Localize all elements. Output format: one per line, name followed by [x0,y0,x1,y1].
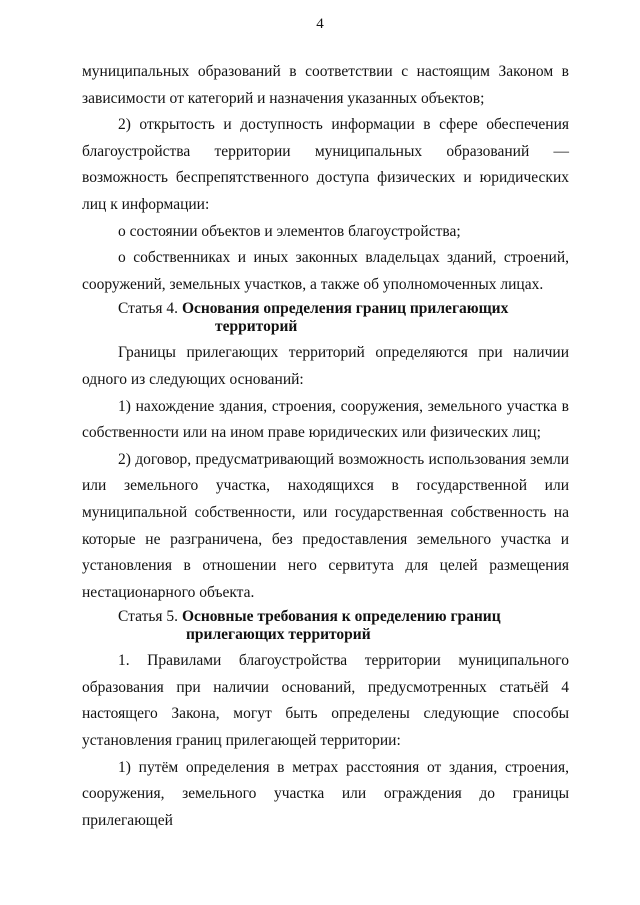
paragraph-item-2: 2) открытость и доступность информации в сфере обеспечения благоустройства территории муниципальных образований — возможность беспрепятственного доступа физических и юридических лиц к информации: [82,116,569,213]
article-4-title-line2: территорий [215,318,298,336]
document-body [82,59,569,834]
article-5-number: Статья 5. [118,608,182,626]
article-5-title-line2: прилегающих территорий [186,626,371,644]
paragraph-owners: о собственниках и иных законных владельцах зданий, строений, сооружений, земельных участков, а также об уполномоченных лицах. [82,249,569,293]
article-5-paragraph-1: 1. Правилами благоустройства территории муниципального образования при наличии оснований, предусмотренных статьёй 4 настоящего Закона, могут быть определены следующие способы установления границ прилегающей территории: [82,652,569,750]
article-4-paragraph-3: 2) договор, предусматривающий возможность использования земли или земельного участка, находящихся в государственной или муниципальной собственности, или государственная собственность на которые не разграничена, без предоставления земельного участка и установления в отношении него сервитута для целей размещения нестационарного объекта. [82,450,569,601]
article-4-paragraph-2: 1) нахождение здания, строения, сооружения, земельного участка в собственности или на ином праве юридических или физических лиц; [82,397,569,442]
paragraph-continuation: муниципальных образований в соответствии с настоящим Законом в зависимости от категорий и назначения указанных объектов; [82,63,569,107]
article-4-number: Статья 4. [118,300,182,318]
article-5-heading [82,608,569,644]
page-number: 4 [316,16,324,32]
article-4-heading [82,300,569,336]
article-4-title-line1: Основания определения границ прилегающих [181,300,509,318]
article-5-paragraph-2: 1) путём определения в метрах расстояния от здания, строения, сооружения, земельного участка или ограждения до границы прилегающей [82,758,569,829]
article-4-paragraph-1: Границы прилегающих территорий определяются при наличии одного из следующих оснований: [82,344,569,388]
paragraph-state-of-objects: о состоянии объектов и элементов благоустройства; [118,222,461,240]
article-5-title-line1: Основные требования к определению границ [181,608,501,626]
